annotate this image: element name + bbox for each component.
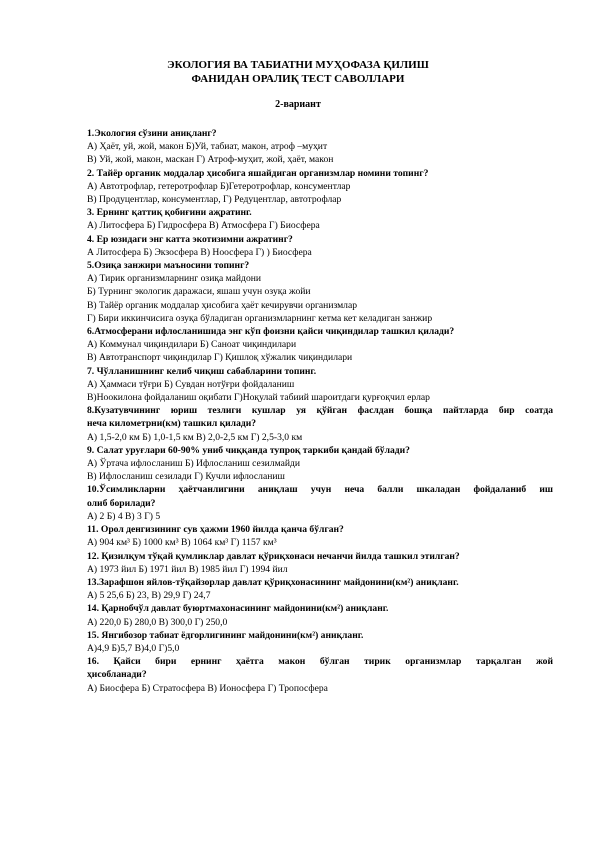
answer-options-line: А) Литосфера Б) Гидросфера В) Атмосфера Г) Биосфера: [87, 220, 320, 232]
answer-options-line: А) Ҳаёт, уй, жой, макон Б)Уй, табиат, макон, атроф –муҳит: [87, 141, 328, 153]
answer-options-line: А) 904 км³ Б) 1000 км³ В) 1064 км³ Г) 1157 км³: [87, 537, 277, 549]
question-line: 3. Ернинг қаттиқ қобиғини аҗратинг.: [87, 207, 252, 219]
question-line: 7. Чўлланишнинг келиб чиқиш сабабларини топинг.: [87, 365, 317, 377]
answer-options-line: В)Ноокилона фойдаланиш оқибати Г)Ноқулай табиий шароитдаги қурғоқчил ерлар: [87, 392, 430, 404]
question-line: 12. Қизилқум тўқай қумликлар давлат қўриқхонаси нечанчи йилда ташкил этилган?: [87, 550, 460, 562]
answer-options-line: А) Ҳаммаси тўғри Б) Сувдан нотўғри фойдаланиш: [87, 378, 295, 390]
answer-options-line: Б) Турнинг экологик даражаси, яшаш учун озуқа жойи: [87, 286, 311, 298]
answer-options-line: А) 220,0 Б) 280,0 В) 300,0 Г) 250,0: [87, 616, 228, 628]
question-line: неча километрни(км) ташкил қилади?: [87, 418, 257, 430]
question-line: 16. Қайси бири ернинг ҳаётга макон бўлган тирик организмлар тарқалган жой: [87, 656, 553, 668]
answer-options-line: В) Ифлосланиш сезилади Г) Кучли ифлосланиш: [87, 471, 285, 483]
answer-options-line: А) 1,5-2,0 км Б) 1,0-1,5 км В) 2,0-2,5 км Г) 2,5-3,0 км: [87, 431, 303, 443]
question-line: 1.Экология сўзини аниқланг?: [87, 128, 217, 139]
document-title-line-2: ФАНИДАН ОРАЛИҚ ТЕСТ САВОЛЛАРИ: [191, 73, 405, 85]
question-line: ҳисобланади?: [87, 669, 147, 681]
answer-options-line: В) Уй, жой, макон, маскан Г) Атроф-муҳит, жой, ҳаёт, макон: [87, 154, 334, 166]
question-line: 9. Салат уруғлари 60-90% униб чиққанда тупроқ таркиби қандай бўлади?: [87, 444, 410, 456]
answer-options-line: А Литосфера Б) Экзосфера В) Ноосфера Г) ) Биосфера: [87, 246, 312, 258]
answer-options-line: А) 1973 йил Б) 1971 йил В) 1985 йил Г) 1994 йил: [87, 563, 288, 575]
test-questions: [87, 127, 553, 695]
answer-options-line: Г) Бири иккинчисига озуқа бўладиган организмларнинг кетма кет келадиган занжир: [87, 312, 433, 324]
answer-options-line: А) 2 Б) 4 В) 3 Г) 5: [87, 510, 161, 522]
question-line: 11. Орол денгизининг сув ҳажми 1960 йилда қанча бўлган?: [87, 524, 344, 536]
answer-options-line: А)4,9 Б)5,7 В)4,0 Г)5,0: [87, 642, 180, 654]
question-line: олиб борилади?: [87, 497, 156, 509]
variant-label: 2-вариант: [275, 99, 321, 110]
answer-options-line: В) Продуцентлар, консументлар, Г) Редуцентлар, автотрофлар: [87, 194, 342, 206]
answer-options-line: А) Тирик организмларнинг озиқа майдони: [87, 273, 262, 285]
question-line: 4. Ер юзидаги энг катта экотизимни ажратинг?: [87, 233, 293, 245]
question-line: 14. Қарнобчўл давлат буюртмахонасининг майдонини(км²) аниқланг.: [87, 603, 389, 615]
question-line: 10.Ўсимликларни ҳаётчанлигини аниқлаш учун неча балли шкаладан фойдаланиб иш: [87, 484, 553, 496]
document-title-line-1: ЭКОЛОГИЯ ВА ТАБИАТНИ МУҲОФАЗА ҚИЛИШ: [167, 59, 429, 71]
answer-options-line: А) Автотрофлар, гетеротрофлар Б)Гетеротрофлар, консументлар: [87, 180, 351, 192]
answer-options-line: В) Тайёр органик моддалар ҳисобига ҳаёт кечирувчи организмлар: [87, 299, 358, 311]
question-line: 8.Кузатувчининг юриш тезлиги кушлар уя қўйган фаслдан бошқа пайтларда бир соатда: [87, 405, 553, 417]
question-line: 15. Янгибозор табиат ёдгорлигининг майдонини(км²) аниқланг.: [87, 629, 364, 641]
question-line: 6.Атмосферани ифлосланишида энг кўп фоизни қайси чиқиндилар ташкил қилади?: [87, 326, 455, 338]
answer-options-line: А) Ўртача ифлосланиш Б) Ифлосланиш сезилмайди: [87, 458, 301, 470]
question-line: 2. Тайёр органик моддалар ҳисобига яшайдиган организмлар номини топинг?: [87, 167, 429, 179]
question-line: 13.Зарафшон яйлов-тўқайзорлар давлат қўриқхонасининг майдонини(км²) аниқланг.: [87, 576, 459, 588]
answer-options-line: А) Коммунал чиқиндилари Б) Саноат чиқиндилари: [87, 339, 297, 351]
question-line: 5.Озиқа занжири маъносини топинг?: [87, 260, 250, 272]
answer-options-line: А) Биосфера Б) Стратосфера В) Ионосфера Г) Тропосфера: [87, 682, 328, 694]
answer-options-line: А) 5 25,6 Б) 23, В) 29,9 Г) 24,7: [87, 590, 211, 602]
answer-options-line: В) Автотранспорт чиқиндилар Г) Қишлоқ хўжалик чиқиндилари: [87, 352, 353, 364]
